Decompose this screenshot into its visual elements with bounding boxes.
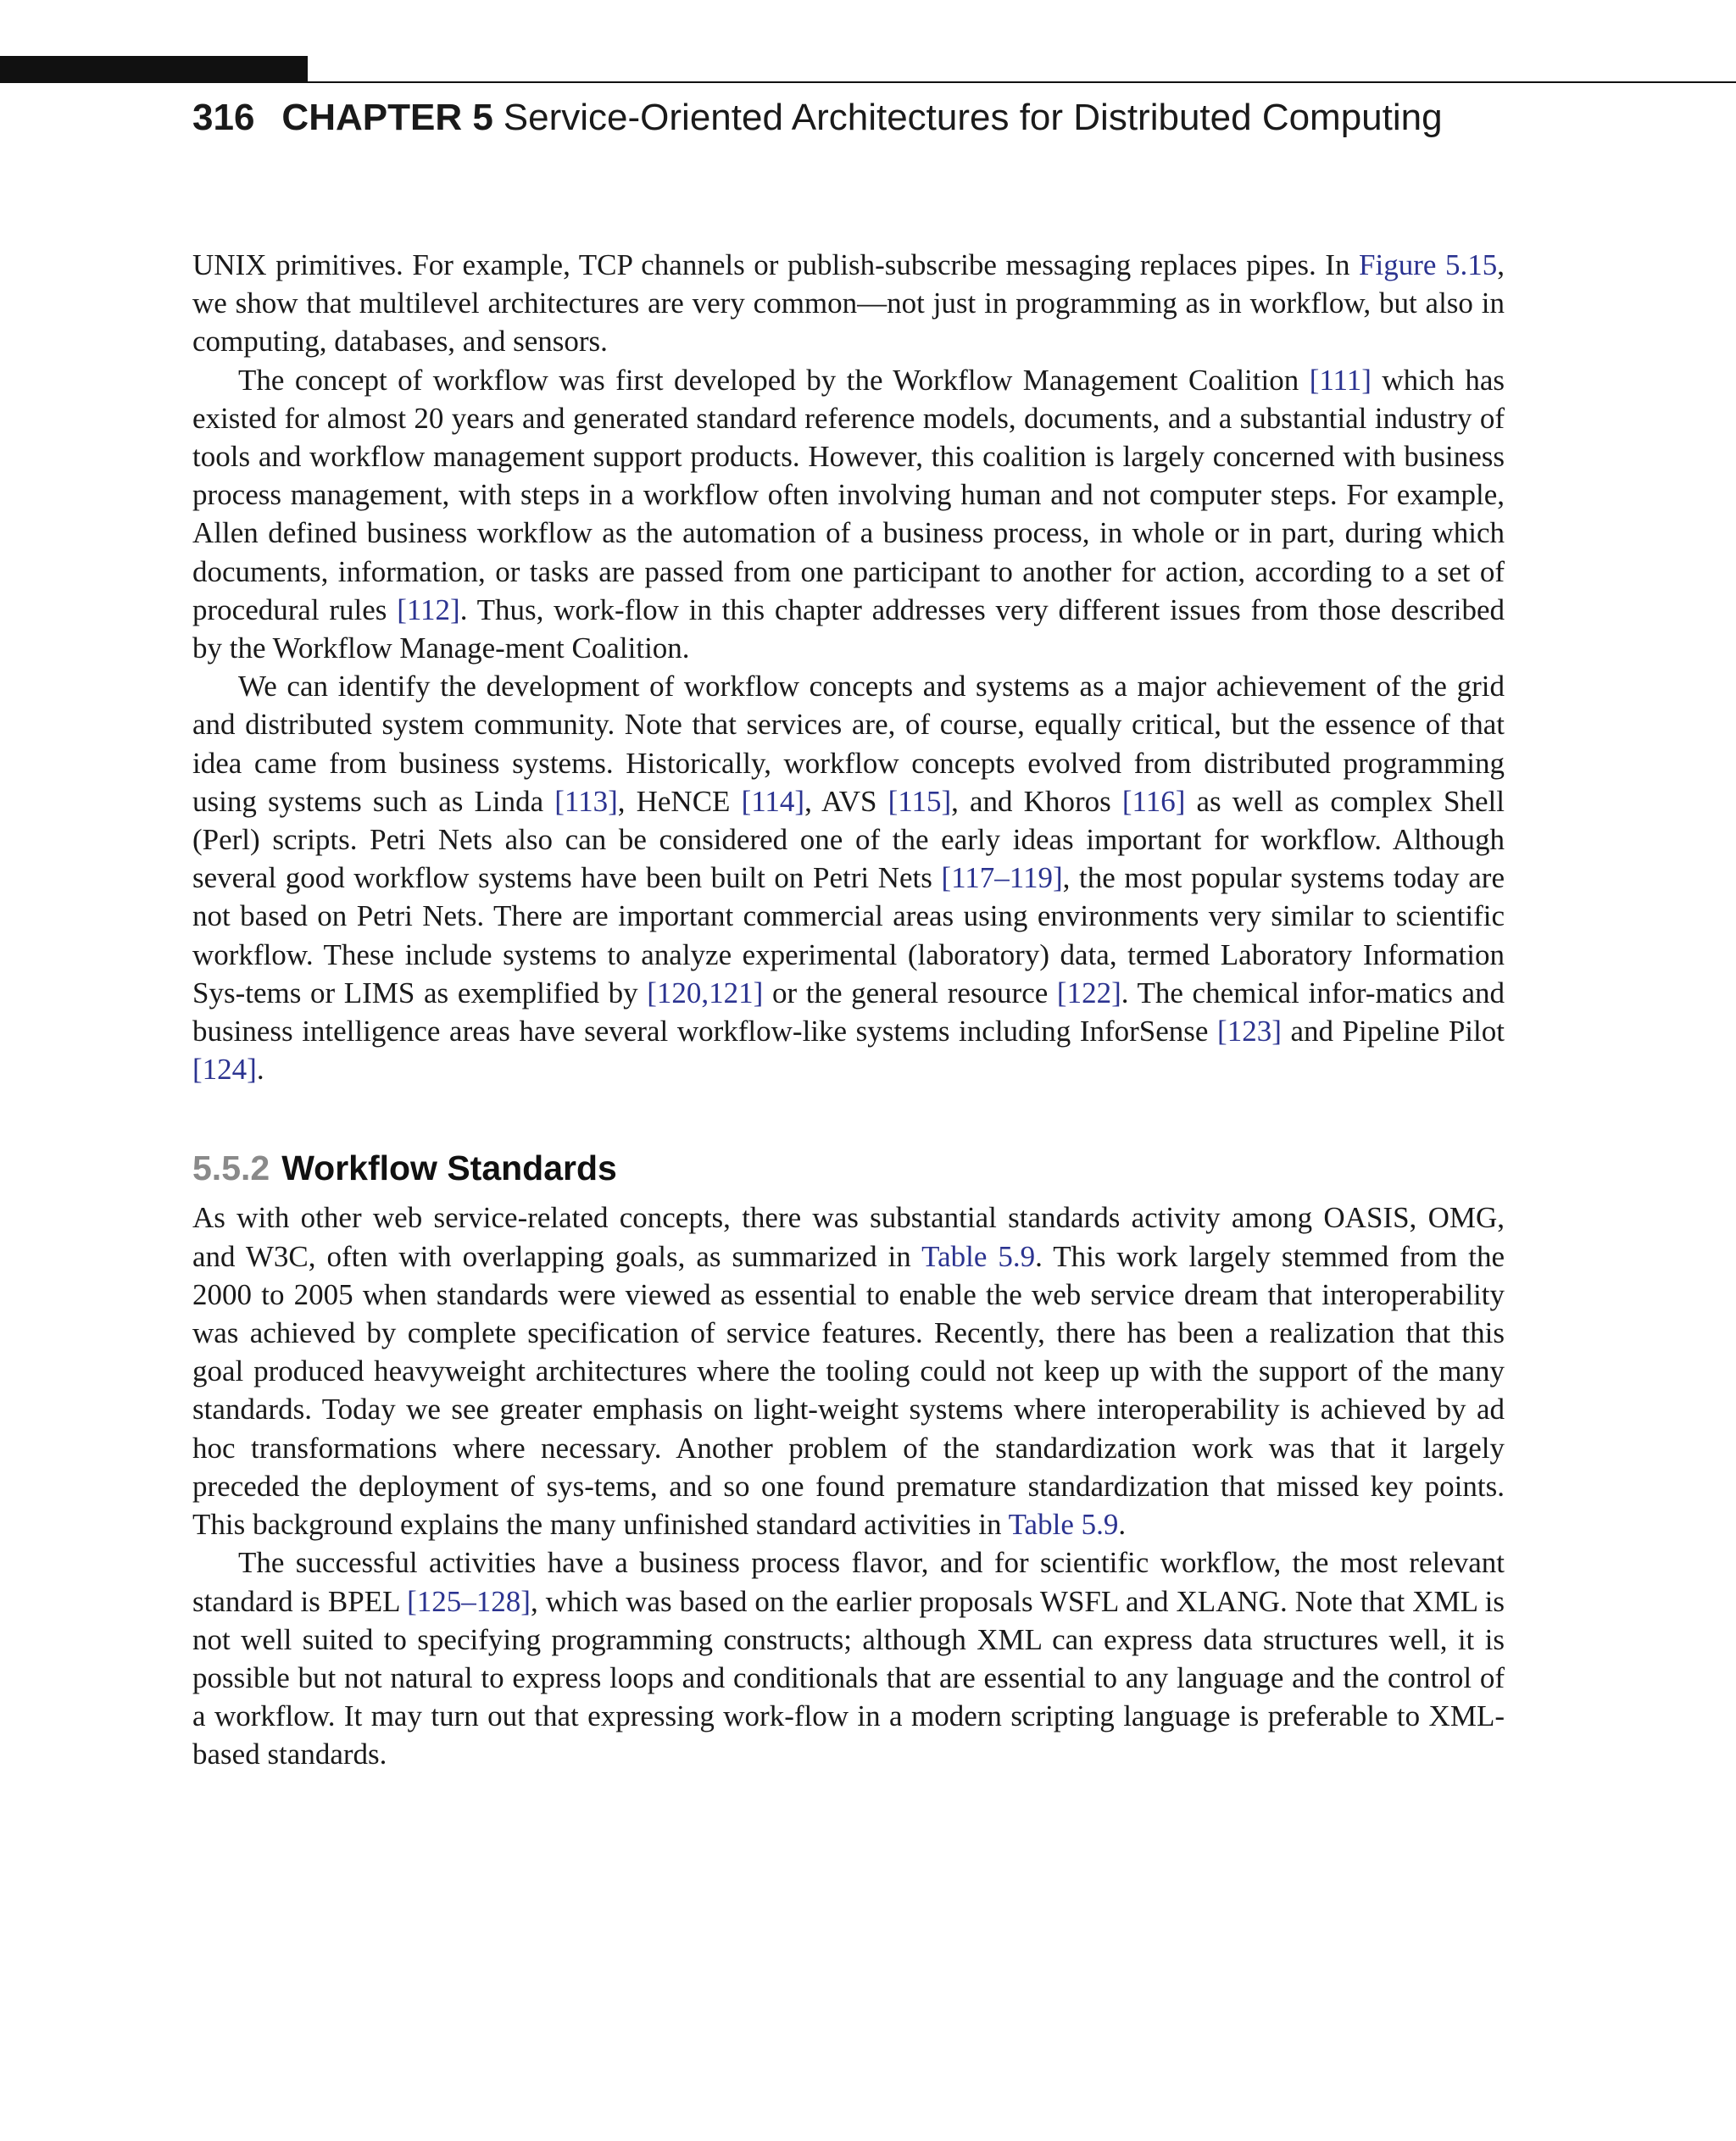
chapter-label: CHAPTER 5: [281, 97, 493, 138]
section-number: 5.5.2: [192, 1148, 270, 1188]
page-number: 316: [192, 97, 255, 138]
text-run: or the general resource: [763, 976, 1057, 1009]
text-run: , HeNCE: [617, 784, 742, 818]
citation-link[interactable]: [111]: [1309, 363, 1372, 397]
citation-link[interactable]: [112]: [397, 592, 460, 626]
citation-link[interactable]: [125–128]: [407, 1584, 531, 1618]
citation-link[interactable]: [115]: [887, 784, 952, 818]
text-run: , we show that multilevel architectures are very common—not just in programming as in workflow, but also in computing, databases, and sensors.: [192, 248, 1505, 359]
text-run: .: [1118, 1508, 1127, 1542]
text-run: and Pipeline Pilot: [1281, 1015, 1505, 1048]
text-run: as well as complex Shell (Perl) scripts. Petri Nets also can be considered one of the early ideas important for workflow. Although several good workflow systems have been built on Petri Nets: [192, 784, 1505, 895]
figure-link[interactable]: Figure 5.15: [1359, 248, 1498, 281]
text-run: UNIX primitives. For example, TCP channels or publish-subscribe messaging replaces pipes. In: [192, 248, 1360, 281]
paragraph-1: [192, 246, 1505, 361]
text-run: As with other web service-related concepts, there was substantial standards activity among OASIS, OMG, and W3C, often with overlapping goals, as summarized in: [192, 1201, 1505, 1273]
citation-link[interactable]: [114]: [741, 784, 805, 818]
paragraph-2: [192, 361, 1505, 668]
text-run: We can identify the development of workflow concepts and systems as a major achievement of the grid and distributed system community. Note that services are, of course, equally critical, but the essence of that idea came from business systems. Historically, workflow concepts evolved from distributed programming using systems such as Linda: [192, 670, 1505, 818]
paragraph-4: [192, 1198, 1505, 1543]
citation-link[interactable]: [122]: [1056, 976, 1121, 1009]
text-run: , which was based on the earlier proposals WSFL and XLANG. Note that XML is not well suited to specifying programming constructs; although XML can express data structures well, it is possible but not natural to express loops and conditionals that are essential to any language and the control of a workflow. It may turn out that expressing work-flow in a modern scripting language is preferable to XML-based standards.: [192, 1584, 1505, 1771]
header-bar: [0, 56, 308, 83]
text-run: . The chemical infor-matics and business intelligence areas have several workflow-like systems including InforSense: [192, 976, 1505, 1048]
citation-link[interactable]: [116]: [1121, 784, 1186, 818]
paragraph-5: [192, 1543, 1505, 1773]
text-run: , the most popular systems today are not based on Petri Nets. There are important commercial areas using environments very similar to scientific workflow. These include systems to analyze experimental (laboratory) data, termed Laboratory Information Sys-tems or LIMS as exemplified by: [192, 861, 1505, 1009]
text-run: which has existed for almost 20 years and generated standard reference models, documents, and a substantial industry of tools and workflow management support products. However, this coalition is largely concerned with business process management, with steps in a workflow often involving human and not computer steps. For example, Allen defined business workflow as the automation of a business process, in whole or in part, during which documents, information, or tasks are passed from one participant to another for action, according to a set of procedural rules: [192, 363, 1505, 626]
paragraph-3: [192, 667, 1505, 1088]
table-link[interactable]: Table 5.9: [921, 1239, 1036, 1273]
table-link[interactable]: Table 5.9: [1008, 1508, 1119, 1542]
citation-link[interactable]: [124]: [192, 1053, 257, 1087]
page-body: [192, 246, 1505, 1774]
running-head: [192, 95, 1443, 141]
text-run: , AVS: [804, 784, 888, 818]
section-heading: [192, 1146, 1505, 1190]
citation-link[interactable]: [123]: [1217, 1015, 1282, 1048]
citation-link[interactable]: [113]: [554, 784, 618, 818]
citation-link[interactable]: [120,121]: [647, 976, 764, 1009]
section-title: Workflow Standards: [281, 1148, 617, 1188]
text-run: . This work largely stemmed from the 2000 to 2005 when standards were viewed as essential to enable the web service dream that interoperability was achieved by complete specification of service features. Recently, there has been a realization that this goal produced heavyweight architectures where the tooling could not keep up with the support of the many standards. Today we see greater emphasis on light-weight systems where interoperability is achieved by ad hoc transformations where necessary. Another problem of the standardization work was that it largely preceded the deployment of sys-tems, and so one found premature standardization that missed key points. This background explains the many unfinished standard activities in: [192, 1239, 1505, 1542]
text-run: The successful activities have a business process flavor, and for scientific workflow, the most relevant standard is BPEL: [192, 1546, 1505, 1618]
chapter-title: Service-Oriented Architectures for Distributed Computing: [503, 97, 1443, 138]
text-run: .: [256, 1053, 264, 1087]
text-run: . Thus, work-flow in this chapter addresses very different issues from those described by the Workflow Manage-ment Coalition.: [192, 592, 1505, 665]
citation-link[interactable]: [117–119]: [941, 861, 1063, 895]
text-run: The concept of workflow was first developed by the Workflow Management Coalition: [238, 363, 1310, 397]
header-rule: [308, 81, 1736, 83]
text-run: , and Khoros: [951, 784, 1122, 818]
